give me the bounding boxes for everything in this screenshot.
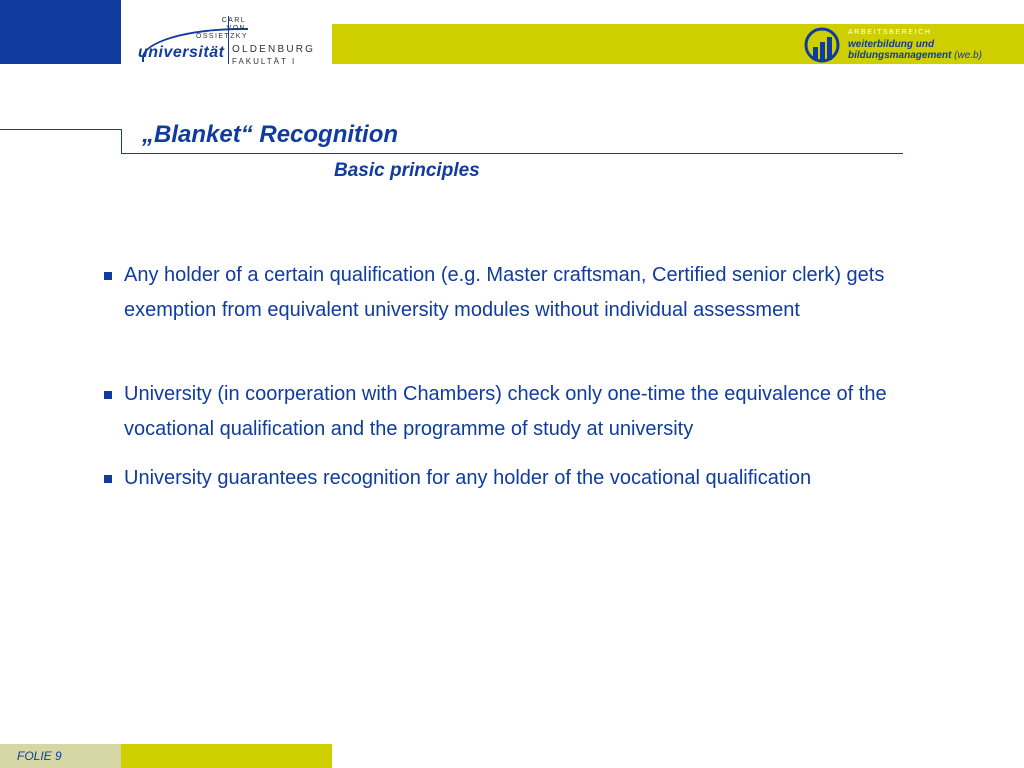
logo-von: VON <box>226 25 246 32</box>
square-bullet-icon <box>104 272 112 280</box>
slide-title: „Blanket“ Recognition <box>142 121 399 148</box>
bullet-text: University (in coorperation with Chambers) check only one-time the equivalence of the vocational qualification and the programme of study at university <box>124 383 887 440</box>
bullet-list <box>104 258 904 496</box>
bullet-text: Any holder of a certain qualification (e.g. Master craftsman, Certified senior clerk) gets exemption from equivalent university modules without individual assessment <box>124 264 885 321</box>
university-logo <box>136 14 322 66</box>
web-logo-line3 <box>848 50 982 61</box>
logo-carl: CARL <box>221 17 246 24</box>
logo-fakultaet: FAKULTÄT I <box>232 57 297 66</box>
bullet-item <box>104 258 904 328</box>
web-logo-line1: ARBEITSBEREICH <box>848 29 932 36</box>
bullet-item <box>104 377 904 447</box>
slide-number: FOLIE 9 <box>17 749 62 763</box>
web-logo <box>804 26 1004 64</box>
web-bar-chart-icon <box>804 26 842 64</box>
bullet-text: University guarantees recognition for any holder of the vocational qualification <box>124 467 812 489</box>
footer-lime-bar <box>121 744 332 768</box>
header-blue-block <box>0 0 121 64</box>
title-rule-elbow <box>121 129 122 154</box>
square-bullet-icon <box>104 391 112 399</box>
logo-carl-von-ossietzky <box>196 17 246 41</box>
logo-ossietzky: OSSIETZKY <box>196 33 248 40</box>
bullet-item <box>104 461 904 496</box>
web-logo-line3-text: bildungsmanagement <box>848 50 952 61</box>
web-logo-line2: weiterbildung und <box>848 39 935 50</box>
square-bullet-icon <box>104 475 112 483</box>
footer-slide-label <box>0 744 121 768</box>
web-logo-suffix: (we.b) <box>954 50 982 61</box>
title-rule <box>121 153 903 154</box>
logo-oldenburg: OLDENBURG <box>232 44 316 55</box>
title-rule-left <box>0 129 121 130</box>
logo-universitaet: universität <box>138 44 225 61</box>
slide-subtitle: Basic principles <box>334 160 480 181</box>
